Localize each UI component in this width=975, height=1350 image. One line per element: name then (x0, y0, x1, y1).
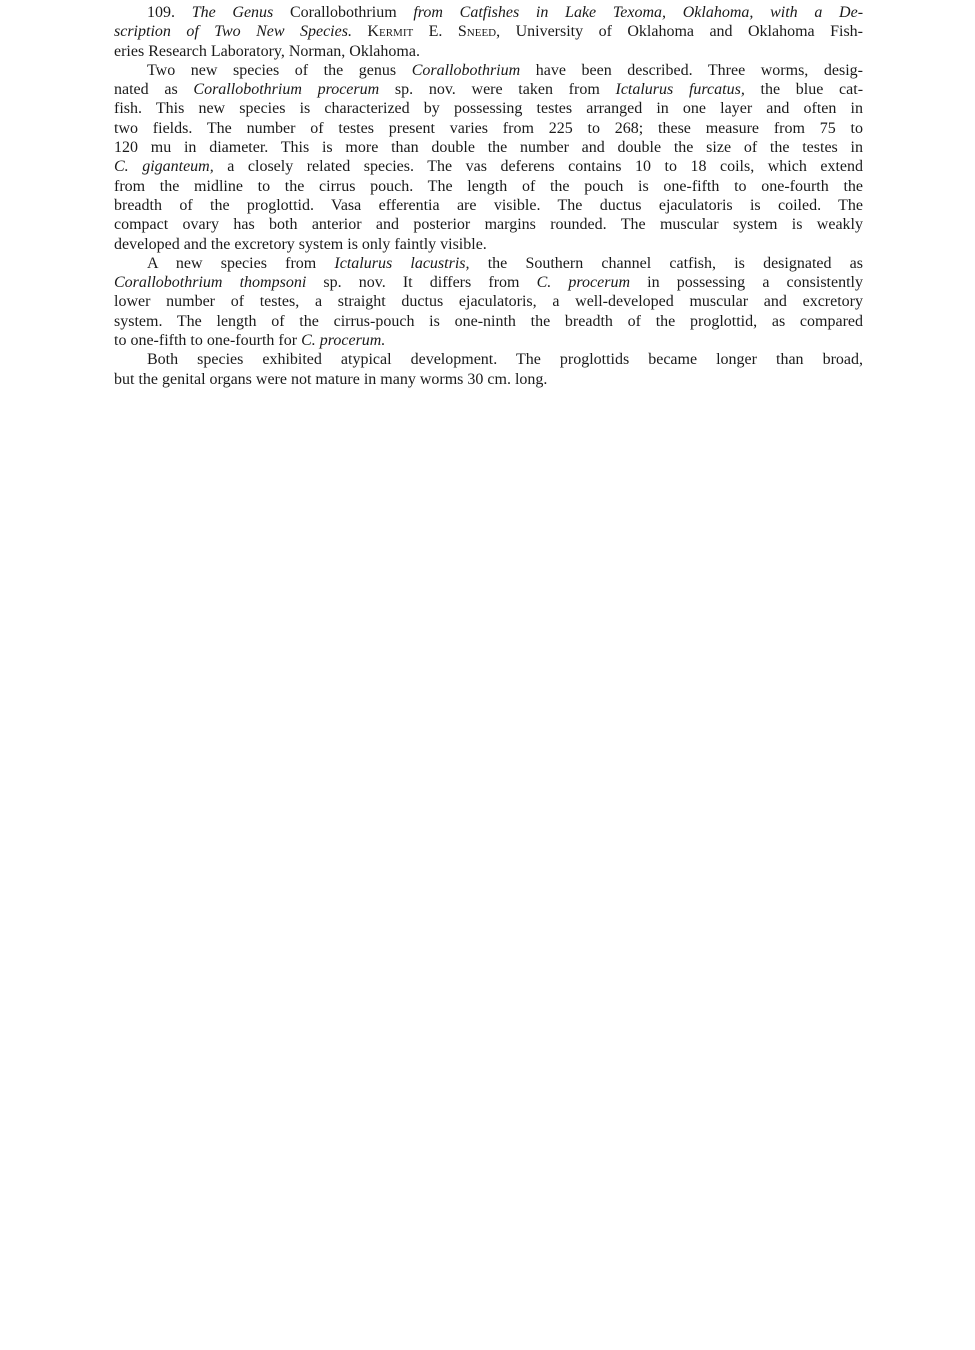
text-run: two fields. The number of testes present varies from 225 to 268; these measure from 75 to (114, 119, 863, 137)
text-line (114, 61, 863, 80)
text-run: compact ovary has both anterior and posterior margins rounded. The muscular system is weakly (114, 216, 863, 234)
text-line (114, 196, 863, 215)
italic-text: C. giganteum, (114, 158, 214, 176)
italic-text: C. procerum. (301, 332, 386, 350)
text-line (114, 292, 863, 311)
italic-text: Ictalurus furcatus, (615, 81, 745, 99)
text-line (114, 235, 863, 254)
text-run: system. The length of the cirrus-pouch is one-ninth the breadth of the proglottid, as compared (114, 312, 863, 330)
text-run: sp. nov. were taken from (379, 81, 616, 99)
text-line (114, 273, 863, 292)
text-run: Both species exhibited atypical development. The proglottids became longer than broad, (147, 351, 863, 369)
text-run: to one-fifth to one-fourth for (114, 332, 302, 350)
text-line (114, 350, 863, 369)
text-line (114, 215, 863, 234)
italic-text: from Catfishes in Lake Texoma, Oklahoma, with a De- (413, 4, 864, 21)
text-run: but the genital organs were not mature in many worms 30 cm. long. (114, 370, 548, 388)
text-run: a closely related species. The vas deferens contains 10 to 18 coils, which extend (213, 158, 864, 176)
text-line (114, 157, 863, 176)
text-run: Two new species of the genus (147, 61, 412, 79)
text-line (114, 119, 863, 138)
text-line (114, 138, 863, 157)
italic-text: scription of Two New Species. (114, 23, 368, 41)
text-run: developed and the excretory system is only faintly visible. (114, 235, 487, 253)
text-run: sp. nov. It differs from (306, 274, 537, 292)
text-line (114, 331, 863, 350)
text-run: Corallobothrium (289, 4, 414, 21)
text-run: lower number of testes, a straight ductus ejaculatoris, a well-developed muscular and excretory (114, 293, 863, 311)
body-paragraph (114, 254, 863, 350)
text-run: breadth of the proglottid. Vasa efferentia are visible. The ductus ejaculatoris is coiled. The (114, 196, 863, 214)
text-line (114, 177, 863, 196)
italic-text: Corallobothrium (411, 61, 521, 79)
italic-text: Ictalurus lacustris, (334, 254, 470, 272)
text-line (114, 370, 863, 389)
text-line (114, 3, 863, 22)
italic-text: Corallobothrium procerum (193, 81, 380, 99)
text-line (114, 80, 863, 99)
italic-text: Corallobothrium thompsoni (114, 274, 307, 292)
text-run: the blue cat- (744, 81, 864, 99)
abstract-title-paragraph (114, 3, 863, 61)
italic-text: The Genus (191, 4, 290, 21)
text-line (114, 254, 863, 273)
author-name: Kermit E. Sneed (367, 23, 497, 41)
abstract-document (114, 3, 863, 389)
text-line (114, 99, 863, 118)
text-run: 120 mu in diameter. This is more than double the number and double the size of the testes in (114, 139, 863, 157)
text-run: from the midline to the cirrus pouch. The length of the pouch is one-fifth to one-fourth the (114, 177, 863, 195)
text-line (114, 312, 863, 331)
text-line (114, 42, 863, 61)
body-paragraph (114, 350, 863, 389)
text-run: in possessing a consistently (630, 274, 863, 292)
text-run: 109. (147, 4, 192, 21)
text-run: the Southern channel catfish, is designated as (469, 254, 864, 272)
text-line (114, 22, 863, 41)
body-paragraph (114, 61, 863, 254)
italic-text: C. procerum (536, 274, 631, 292)
text-run: , University of Oklahoma and Oklahoma Fish- (496, 23, 864, 41)
text-run: fish. This new species is characterized by possessing testes arranged in one layer and often in (114, 100, 863, 118)
text-run: A new species from (147, 254, 335, 272)
text-run: have been described. Three worms, desig- (520, 61, 863, 79)
text-run: nated as (114, 81, 194, 99)
text-run: eries Research Laboratory, Norman, Oklahoma. (114, 42, 420, 60)
